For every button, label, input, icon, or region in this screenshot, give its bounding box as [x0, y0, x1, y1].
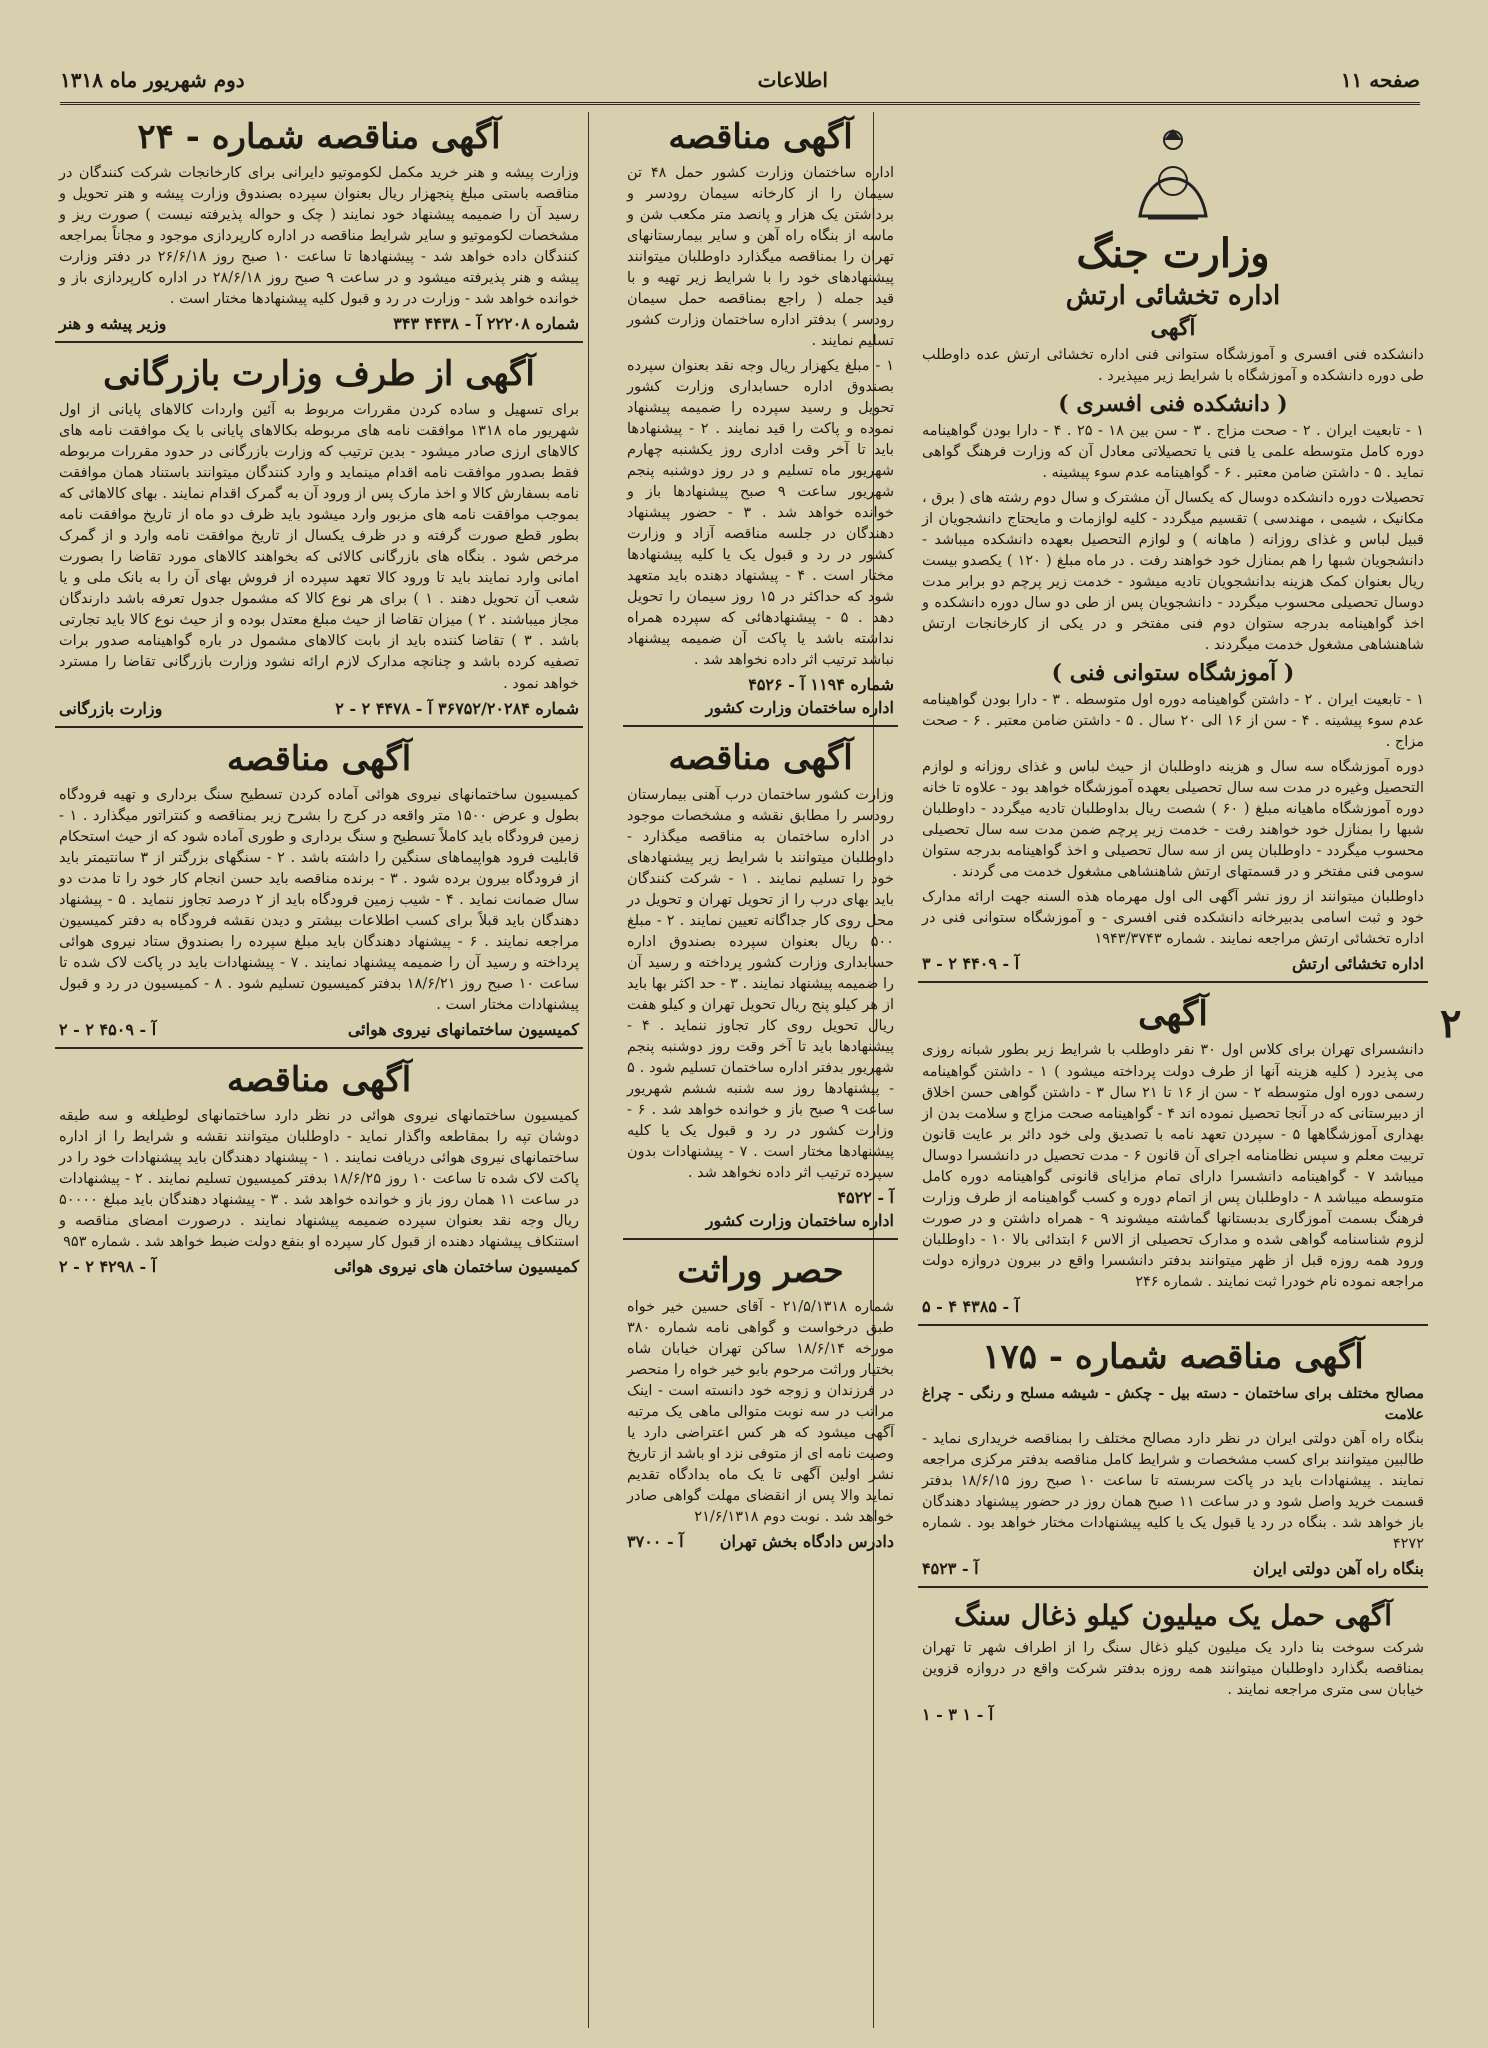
requirements-list: ۱ - تابعیت ایران . ۲ - داشتن گواهینامه دوره اول متوسطه . ۳ - دارا بودن گواهینامه عدم سوء پیشینه . ۴ - سن از ۱۶ الی ۲۰ سال . ۵ - داشتن ضامن معتبر . ۶ - صحت مزاج .	[922, 692, 1424, 751]
lion-and-sun-emblem-icon	[922, 126, 1424, 226]
left-column	[55, 112, 583, 2028]
ad-heading: آگهی	[1150, 315, 1196, 341]
ad-body: داوطلبان میتوانند از روز نشر آگهی الی اول مهرماه هذه السنه جهت ارائه مدارک خود و ثبت اسامی بدبیرخانه دانشکده فنی افسری - و آموزشگاه ستوانی فنی در اداره تخشائی ارتش مراجعه نمایند . شماره ۱۹۴۳/۳۷۴۳	[922, 889, 1424, 948]
ad-signature: دادرس دادگاه بخش تهران آ - ۳۷۰۰	[627, 1532, 894, 1552]
ad-body: تحصیلات دوره دانشکده دوسال که یکسال آن مشترک و سال دوم رشته های ( برق ، مکانیک ، شیمی ، مهندسی ) تقسیم میگردد - کلیه لوازمات و مایحتاج دانشجویان از قبیل لباس و غذای روزانه ( ماهانه ) و لوازم التحصیل بعهده دانشکده میباشد - دانشجویان شبها را هم بمنازل خود خواهند رفت . در ماه مبلغ ( ۱۲۰ ) یکصدو بیست ریال بعنوان کمک هزینه بدانشجویان تادیه میشود - خدمت زیر پرچم دو برابر مدت دوسال تحصیلی محسوب میگردد - دانشجویان پس از طی دو سال دوره دانشکده و اخذ گواهینامه بدرجه ستوان دوم فنی مفتخر و در یکی از کارخانجات ارتش شاهنشاهی مشغول خدمت میگردند .	[922, 490, 1424, 654]
ad-body: وزارت کشور ساختمان درب آهنی بیمارستان رودسر را مطابق نقشه و مشخصات موجود در اداره ساختمان به مناقصه میگذارد - داوطلبان میتوانند با شرایط زیر پیشنهادهای خود را تسلیم نمایند . ۱ - شرکت کنندگان باید بهای درب را از تحویل تهران و تحویل در محل روی کار جداگانه تعیین نمایند . ۲ - مبلغ ۵۰۰ ریال بعنوان سپرده بصندوق اداره حسابداری وزارت کشور پرداخته و رسید آن را ضمیمه پیشنهاد نمایند . ۳ - حد اکثر بها باید از هر کیلو پنج ریال تحویل تهران و کیلو هفت ریال تحویل روی کار تجاوز ننماید . ۴ - پیشنهادها باید تا آخر وقت روز دوشنبه پنجم شهریور بدفتر اداره ساختمان تسلیم شود . ۵ - پیشنهادها روز سه شنبه ششم شهریور ساعت ۹ صبح باز و خوانده خواهد شد . ۶ - وزارت کشور در رد و قبول یک یا کلیه پیشنهادها مختار است . ۷ - پیشنهادات بدون سپرده ترتیب اثر داده نخواهد شد .	[627, 786, 895, 1181]
airfield-tender-ad	[55, 734, 583, 1049]
ad-heading: آگهی از طرف وزارت بازرگانی	[103, 354, 535, 395]
ad-signature: اداره ساختمان وزارت کشور	[705, 1210, 894, 1230]
ad-intro: اداره ساختمان وزارت کشور حمل ۴۸ تن سیمان را از کارخانه سیمان رودسر و برداشتن یک هزار و پانصد متر مکعب شن و ماسه از بنگاه راه آهن و سایر بیمارستانهای تهران را بمناقصه میگذارد داوطلبان میتوانند پیشنهادهای خود را با شرایط زیر تهیه و با قید جمله ( راجع بمناقصه حمل سیمان رودسر ) بدفتر اداره ساختمان وزارت کشور تسلیم نمایند .	[627, 165, 895, 350]
ad-heading: آگهی حمل یک میلیون کیلو ذغال سنگ	[953, 1598, 1393, 1632]
commerce-ministry-ad	[55, 349, 583, 727]
issue-date: دوم شهریور ماه ۱۳۱۸	[60, 68, 245, 92]
ad-heading: حصر وراثت	[677, 1250, 844, 1291]
ad-body: شماره ۲۱/۵/۱۳۱۸ - آقای حسین خیر خواه طبق درخواست و گواهی نامه شماره ۳۸۰ مورخه ۱۸/۶/۱۴ ساکن تهران خیابان شاه بختیار وراثت مرحوم بابو خیر خواه را منحصر در فرزندان و زوجه خود دانسته است - اینک مراتب در سه نوبت متوالی ماهی یک مرتبه آگهی میشود که هر کس اعتراضی دارد یا وصیت نامه ای از متوفی نزد او باشد از تاریخ نشر اولین آگهی تا یک ماه بدادگاه تقدیم نماید والا پس از انقضای مهلت گواهی صادر خواهد شد . نوبت دوم ۲۱/۶/۱۳۱۸	[627, 1298, 894, 1526]
right-column	[918, 112, 1428, 2028]
teacher-college-ad	[918, 989, 1428, 1325]
middle-column	[623, 112, 898, 2028]
ad-body: ۱ - مبلغ یکهزار ریال وجه نقد بعنوان سپرده بصندوق اداره حسابداری وزارت کشور تحویل و رسید سپرده را ضمیمه پیشنهاد نموده و پاکت را قید نمایند . ۲ - پیشنهادها باید تا آخر وقت اداری روز یکشنبه چهارم شهریور ماه تسلیم و در روز دوشنبه پنجم شهریور ساعت ۹ صبح پیشنهادها باز و خوانده خواهد شد . ۳ - حضور پیشنهاد دهندگان در جلسه مناقصه آزاد و وزارت کشور در رد و قبول یک یا کلیه پیشنهادها مختار است . ۴ - پیشنهاد دهنده باید متعهد شود که حداکثر در ۱۵ روز سیمان را تحویل دهد . ۵ - پیشنهادهائی که سپرده همراه نداشته باشد یا پاکت آن ضمیمه پیشنهاد نباشد ترتیب اثر داده نخواهد شد .	[627, 358, 894, 669]
ministry-title: وزارت جنگ	[1076, 230, 1270, 277]
margin-mark: ۲	[1440, 1000, 1462, 1047]
coal-transport-ad	[918, 1594, 1428, 1732]
ad-signature: آ - ۴۵۲۲	[837, 1187, 894, 1207]
ad-signature: اداره ساختمان وزارت کشور	[705, 698, 894, 718]
ad-body: کمیسیون ساختمانهای نیروی هوائی آماده کردن تسطیح سنگ برداری و تهیه فرودگاه بطول و عرض ۱۵۰۰ متر واقعه در کرج را بشرح زیر بمناقصه و کنتراتور میگذارد . ۱ - زمین فرودگاه باید کاملاً تسطیح و سنگ برداری و طوری آماده شود که از حیث استحکام قابلیت فرود هواپیماهای سنگین را داشته باشد . ۲ - سنگهای بزرگتر از ۳ سانتیمتر باید از فرودگاه بیرون برده شود . ۳ - برنده مناقصه باید حسن انجام کار خود را تا مدت دو سال ضمانت نماید . ۴ - شیب زمین فرودگاه باید از ۲ درصد تجاوز ننماید . ۵ - پیشنهاد دهندگان باید قبلاً برای کسب اطلاعات بیشتر و دیدن نقشه فرودگاه به دفتر کمیسیون مراجعه نمایند . ۶ - پیشنهاد دهندگان باید مبلغ سپرده را بصندوق ستاد نیروی هوائی پرداخته و رسید آن را ضمیمه پیشنهاد نمایند . ۷ - پیشنهادات باید در پاکت لاک شده تا ساعت ۱۰ صبح روز ۱۸/۶/۲۱ بدفتر کمیسیون تسلیم شود . ۸ - کمیسیون در رد و قبول پیشنهادات مختار است .	[59, 786, 580, 1013]
cement-tender-ad	[623, 112, 898, 727]
ad-signature: آ - ۱ ۳ - ۱	[922, 1705, 994, 1725]
ad-signature: شماره ۲۲۲۰۸ آ - ۴۴۳۸ ۳۴۳ وزیر پیشه و هنر	[59, 314, 579, 334]
ad-body: بنگاه راه آهن دولتی ایران در نظر دارد مصالح مختلف را بمناقصه خریداری نماید - طالبین میتوانند برای کسب مشخصات و شرایط کامل مناقصه بدفتر مرکزی مراجعه نمایند . پیشنهادات باید در پاکت سربسته تا ساعت ۱۰ صبح روز ۱۸/۶/۱۵ بدفتر قسمت خرید واصل شود و در ساعت ۱۱ صبح همان روز در حضور پیشنهاد دهندگان باز خواهد شد . بنگاه در رد یا قبول یک یا کلیه پیشنهادات مختار خواهد بود . شماره ۴۲۷۲	[922, 1430, 1424, 1552]
ad-heading: آگهی مناقصه	[668, 738, 853, 779]
ad-heading: آگهی مناقصه	[226, 1059, 412, 1100]
ad-heading: آگهی مناقصه شماره - ۱۷۵	[982, 1336, 1364, 1377]
ad-signature: کمیسیون ساختمانهای نیروی هوائی آ - ۴۵۰۹ ۲ - ۲	[59, 1019, 579, 1039]
ad-body: دانشسرای تهران برای کلاس اول ۳۰ نفر داوطلب با شرایط زیر بطور شبانه روزی می پذیرد ( کلیه هزینه آنها از طرف دولت پرداخته میشود ) ۱ - داشتن گواهینامه رسمی دوره اول متوسطه ۲ - سن از ۱۶ تا ۲۱ سال ۳ - داشتن گواهی حسن اخلاق از دبیرستانی که در آنجا تحصیل نموده اند ۴ - گواهینامه صحت مزاج و سلامت بدن از بهداری آموزشگاهها ۵ - سپردن تعهد نامه با تصدیق ولی خود دائر بر عایت قانون تربیت معلم و سپس نظامنامه اجرای آن قانون ۶ - مدت تحصیل در دانشسرا دوسال میباشد ۷ - گواهینامه دانشسرا دارای تمام مزایای قانونی گواهینامه دوره کامل متوسطه میباشد ۸ - داوطلبان پس از اتمام دوره و کسب گواهینامه از طرف وزارت فرهنگ بسمت آموزگاری بدبستانها گماشته میشوند ۹ - همراه داشتن و در صورت لزوم شناسنامه گواهی شده و مدارک تحصیلی از الاس ۶ ابتدائی بالا ۱۰ - داوطلبان ورود همه روزه قبل از ظهر میتوانند بدفتر دانشسرا واقع در بیرون دروازه دولت مراجعه نموده نام خودرا ثبت نمایند . شماره ۲۴۶	[922, 1042, 1425, 1290]
ad-signature: اداره تخشائی ارتش آ - ۴۴۰۹ ۲ - ۳	[922, 954, 1424, 974]
ad-body: برای تسهیل و ساده کردن مقررات مربوط به آئین واردات کالاهای پایانی از اول شهریور ماه ۱۳۱۸ موافقت نامه های مربوطه بکالاهای پایانی با یک موافقت نامه های کالاهای ارزی صادر میشود - بدین ترتیب که وزارت بازرگانی در حدود مقررات مربوطه فقط بصدور موافقت نامه اقدام مینماید و وارد کنندگان میتوانند باستناد همان موافقت نامه بسفارش کالا و اخذ مارک پس از ورود آن به گمرک اقدام نمایند . بهای کالاهائی که بموجب موافقت نامه های مزبور وارد میشود باید ظرف دو ماه از تاریخ موافقت نامه بطور قطع صورت گرفته و در ظرف یکسال از تاریخ موافقت نامه وارد و از گمرک مرخص شود . بنگاه های بازرگانی کالائی که بخواهند کالاهای مورد تقاضا را بصورت امانی وارد نمایند باید تا ورود کالا تعهد سپرده از فروش بهای آن را به بانک ملی و یا شعب آن تحویل دهند . ۱ ) برای هر نوع کالا که مشمول جدول تعرفه باشد دارندگان مجاز میباشند . ۲ ) میزان تقاضا از حیث مبلغ معتدل بوده و از حیث نوع کالا باید تجارتی باشد . ۳ ) تقاضا کننده باید از بابت کالاهای مشمول در باره گواهینامه صدور برات تصفیه کرده باشد و چنانچه مدارک لازم ارائه نشود وزارت بازرگانی تقاضا را مسترد خواهد نمود .	[59, 402, 579, 692]
masthead	[60, 58, 1420, 105]
ad-heading: آگهی مناقصه	[668, 117, 853, 157]
ad-subheading: مصالح مختلف برای ساختمان - دسته بیل - چکش - شیشه مسلح و رنگی - چراغ علامت	[922, 1384, 1424, 1423]
ad-heading: آگهی	[1138, 994, 1208, 1035]
ad-body: دوره آموزشگاه سه سال و هزینه داوطلبان از حیث لباس و غذای روزانه و لوازم التحصیل وغیره در مدت سه سال تحصیلی بعهده آموزشگاه خواهد بود - علاوه تا خانه دوره آموزشگاه ماهیانه مبلغ ( ۶۰ ) شصت ریال بداوطلبان تادیه میگردد - داوطلبان شبها را بمنازل خود خواهند رفت - خدمت زیر پرچم ضمن مدت سه سال تحصیلی محسوب میگردد - داوطلبان پس از سه سال تحصیلی و اخذ گواهینامه بدرجه ستوان سومی فنی مفتخر و در قسمتهای ارتش شاهنشاهی مشغول خدمت می گردند .	[922, 759, 1424, 881]
department-title: اداره تخشائی ارتش	[1065, 281, 1281, 311]
newspaper-title: اطلاعات	[757, 68, 828, 92]
ad-signature: کمیسیون ساختمان های نیروی هوائی آ - ۴۲۹۸ ۲ - ۲	[59, 1256, 579, 1276]
ad-signature: آ - ۴۳۸۵ ۴ - ۵	[922, 1296, 1020, 1316]
ad-body: وزارت پیشه و هنر خرید مکمل لکوموتیو دایرانی برای کارخانجات شرکت کنندگان در مناقصه باستی مبلغ پنجهزار ریال بعنوان سپرده بصندوق وزارت پیشه و هنر تحویل و رسید آن را ضمیمه پیشنهاد خود نمایند ( چک و حواله پذیرفته نیست ) صورت ریز و مشخصات لکوموتیو و سایر شرایط مناقصه در اداره کارپردازی موجود و مجاناً بمراجعه کنندگان داده خواهد شد - پیشنهادها تا ساعت ۱۰ صبح روز ۲۶/۶/۱۸ در دفتر وزارت پیشه و هنر پذیرفته میشود و در ساعت ۹ صبح روز ۲۸/۶/۱۸ در اداره کارپردازی باز و خوانده خواهد شد - وزارت در رد و قبول کلیه پیشنهادها مختار است .	[59, 165, 579, 308]
page-number: صفحه ۱۱	[1340, 68, 1420, 92]
section-heading: ( آموزشگاه ستوانی فنی )	[1051, 660, 1295, 687]
section-heading: ( دانشکده فنی افسری )	[1058, 391, 1288, 418]
war-ministry-ad	[918, 112, 1428, 983]
locomotive-tender-ad	[55, 112, 583, 343]
ad-signature: شماره ۱۱۹۴ آ - ۴۵۲۶	[748, 675, 894, 695]
requirements-list: ۱ - تابعیت ایران . ۲ - صحت مزاج . ۳ - سن بین ۱۸ - ۲۵ . ۴ - دارا بودن گواهینامه دوره کامل متوسطه علمی یا فنی یا تحصیلاتی معادل آن که وزارت فرهنگ گواهی نماید . ۵ - داشتن ضامن معتبر . ۶ - گواهینامه عدم سوء پیشینه .	[922, 423, 1425, 482]
ad-intro: دانشکده فنی افسری و آموزشگاه ستوانی فنی اداره تخشائی ارتش عده داوطلب طی دوره دانشکده و آموزشگاه با شرایط زیر میپذیرد .	[922, 347, 1424, 385]
ad-heading: آگهی مناقصه	[226, 738, 412, 779]
ad-signature: بنگاه راه آهن دولتی ایران آ - ۴۵۲۳	[922, 1558, 1424, 1578]
column-divider	[588, 112, 589, 2028]
ad-body: کمیسیون ساختمانهای نیروی هوائی در نظر دارد ساختمانهای لوطیلغه و سه طبقه دوشان تپه را بمقاطعه واگذار نماید - داوطلبان میتوانند نقشه و شرایط را از اداره ساختمانهای نیروی هوائی دریافت نمایند . ۱ - پیشنهاد دهندگان باید پیشنهادات خود را در پاکت لاک شده تا ساعت ۱۰ روز ۱۸/۶/۲۵ بدفتر کمیسیون تسلیم نمایند . ۲ - پیشنهادات در ساعت ۱۱ همان روز باز و خوانده خواهد شد . ۳ - پیشنهاد دهندگان باید مبلغ ۵۰۰۰۰ ریال وجه نقد بعنوان سپرده ضمیمه پیشنهاد نمایند . درصورت امضای مناقصه و استنکاف پیشنهاد دهنده از قبول کار سپرده او بنفع دولت ضبط خواهد شد . شماره ۹۵۳	[59, 1107, 580, 1250]
ad-heading: آگهی مناقصه شماره - ۲۴	[137, 117, 501, 157]
iron-door-tender-ad	[623, 733, 898, 1239]
ad-body: شرکت سوخت بنا دارد یک میلیون کیلو ذغال سنگ را از اطراف شهر تا تهران بمناقصه بگذارد داوطلبان میتوانند همه روزه بدفتر شرکت واقع در دروازه قزوین خیابان سی متری مراجعه نمایند .	[922, 1640, 1424, 1699]
ad-signature: شماره ۳۶۷۵۲/۲۰۲۸۴ آ - ۴۴۷۸ ۲ - ۲ وزارت بازرگانی	[59, 698, 579, 718]
airforce-buildings-tender-ad	[55, 1055, 583, 1284]
railway-tender-ad	[918, 1332, 1428, 1588]
inheritance-notice	[623, 1246, 898, 1559]
